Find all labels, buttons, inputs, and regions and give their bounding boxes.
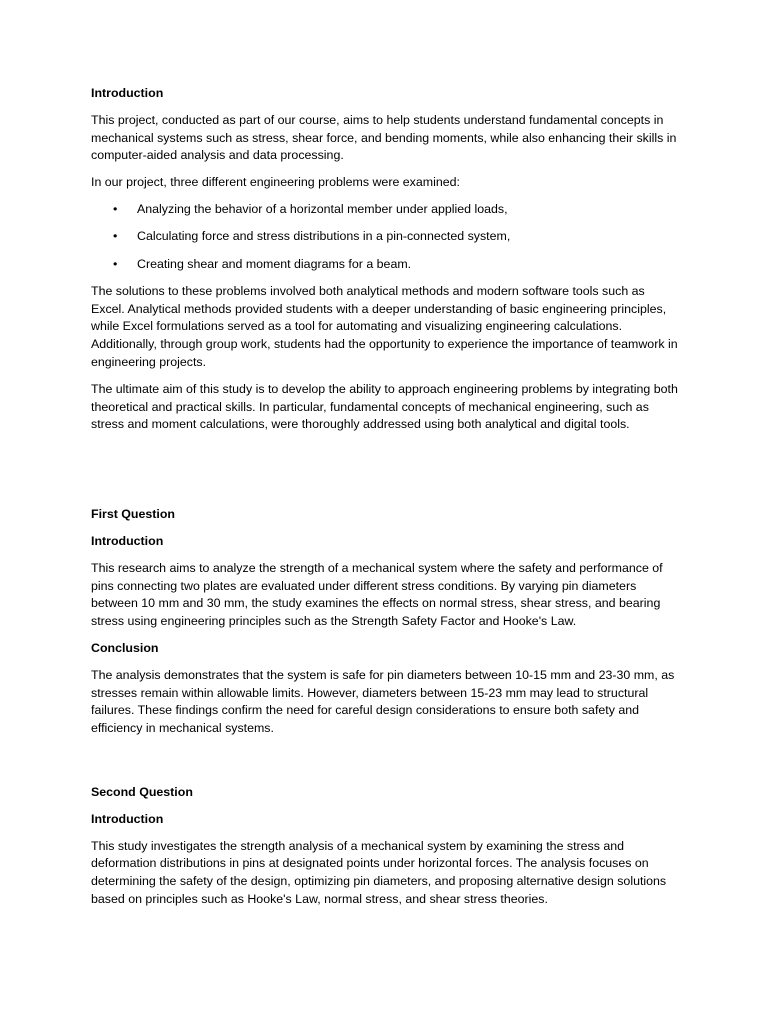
bullet-icon: •: [113, 201, 118, 216]
problem-list: [91, 201, 681, 273]
bullet-icon: •: [113, 229, 118, 244]
first-question-conclusion-heading: Conclusion: [91, 641, 159, 656]
intro-heading: Introduction: [91, 86, 164, 100]
list-item-text: Creating shear and moment diagrams for a beam.: [137, 256, 412, 271]
bullet-icon: •: [113, 256, 118, 271]
list-item-text: Calculating force and stress distributions in a pin-connected system,: [137, 229, 511, 244]
section-spacer: [91, 443, 681, 506]
list-item-text: Analyzing the behavior of a horizontal member under applied loads,: [137, 201, 508, 216]
first-question-title: First Question: [91, 507, 175, 522]
second-question-intro-heading: Introduction: [91, 811, 164, 826]
list-item: [91, 256, 681, 274]
first-question-intro-heading: Introduction: [91, 534, 164, 549]
list-item: [91, 201, 681, 219]
intro-paragraph-3: The solutions to these problems involved both analytical methods and modern software tools such as Excel. Analytical methods provided students with a deeper understanding of basic engineering principles, while Excel formulations served as a tool for automating and visualizing engineering calculations. Additionally, through group work, students had the opportunity to experience the importance of teamwork in engineering projects.: [91, 283, 678, 370]
intro-paragraph-4: The ultimate aim of this study is to develop the ability to approach engineering problems by integrating both theoretical and practical skills. In particular, fundamental concepts of mechanical engineering, such as stress and moment calculations, were thoroughly addressed using both analytical and digital tools.: [91, 381, 678, 432]
document-body: [91, 85, 681, 918]
first-question-intro-text: This research aims to analyze the strength of a mechanical system where the safety and performance of pins connecting two plates are evaluated under different stress conditions. By varying pin diameters between 10 mm and 30 mm, the study examines the effects on normal stress, shear stress, and bearing stress using engineering principles such as the Strength Safety Factor and Hooke's Law.: [91, 560, 663, 629]
second-question-intro-text: This study investigates the strength analysis of a mechanical system by examining the stress and deformation distributions in pins at designated points under horizontal forces. The analysis focuses on determining the safety of the design, optimizing pin diameters, and proposing alternative design solutions based on principles such as Hooke's Law, normal stress, and shear stress theories.: [91, 838, 667, 906]
intro-paragraph-2: In our project, three different engineering problems were examined:: [91, 175, 460, 190]
second-question-title: Second Question: [91, 785, 193, 800]
section-spacer: [91, 747, 681, 784]
intro-paragraph-1: This project, conducted as part of our course, aims to help students understand fundamental concepts in mechanical systems such as stress, shear force, and bending moments, while also enhancing their skills in computer-aided analysis and data processing.: [91, 112, 677, 163]
first-question-conclusion-text: The analysis demonstrates that the system is safe for pin diameters between 10-15 mm and 23-30 mm, as stresses remain within allowable limits. However, diameters between 15-23 mm may lead to structural failures. These findings confirm the need for careful design considerations to ensure both safety and efficiency in mechanical systems.: [91, 667, 675, 736]
list-item: [91, 228, 681, 246]
